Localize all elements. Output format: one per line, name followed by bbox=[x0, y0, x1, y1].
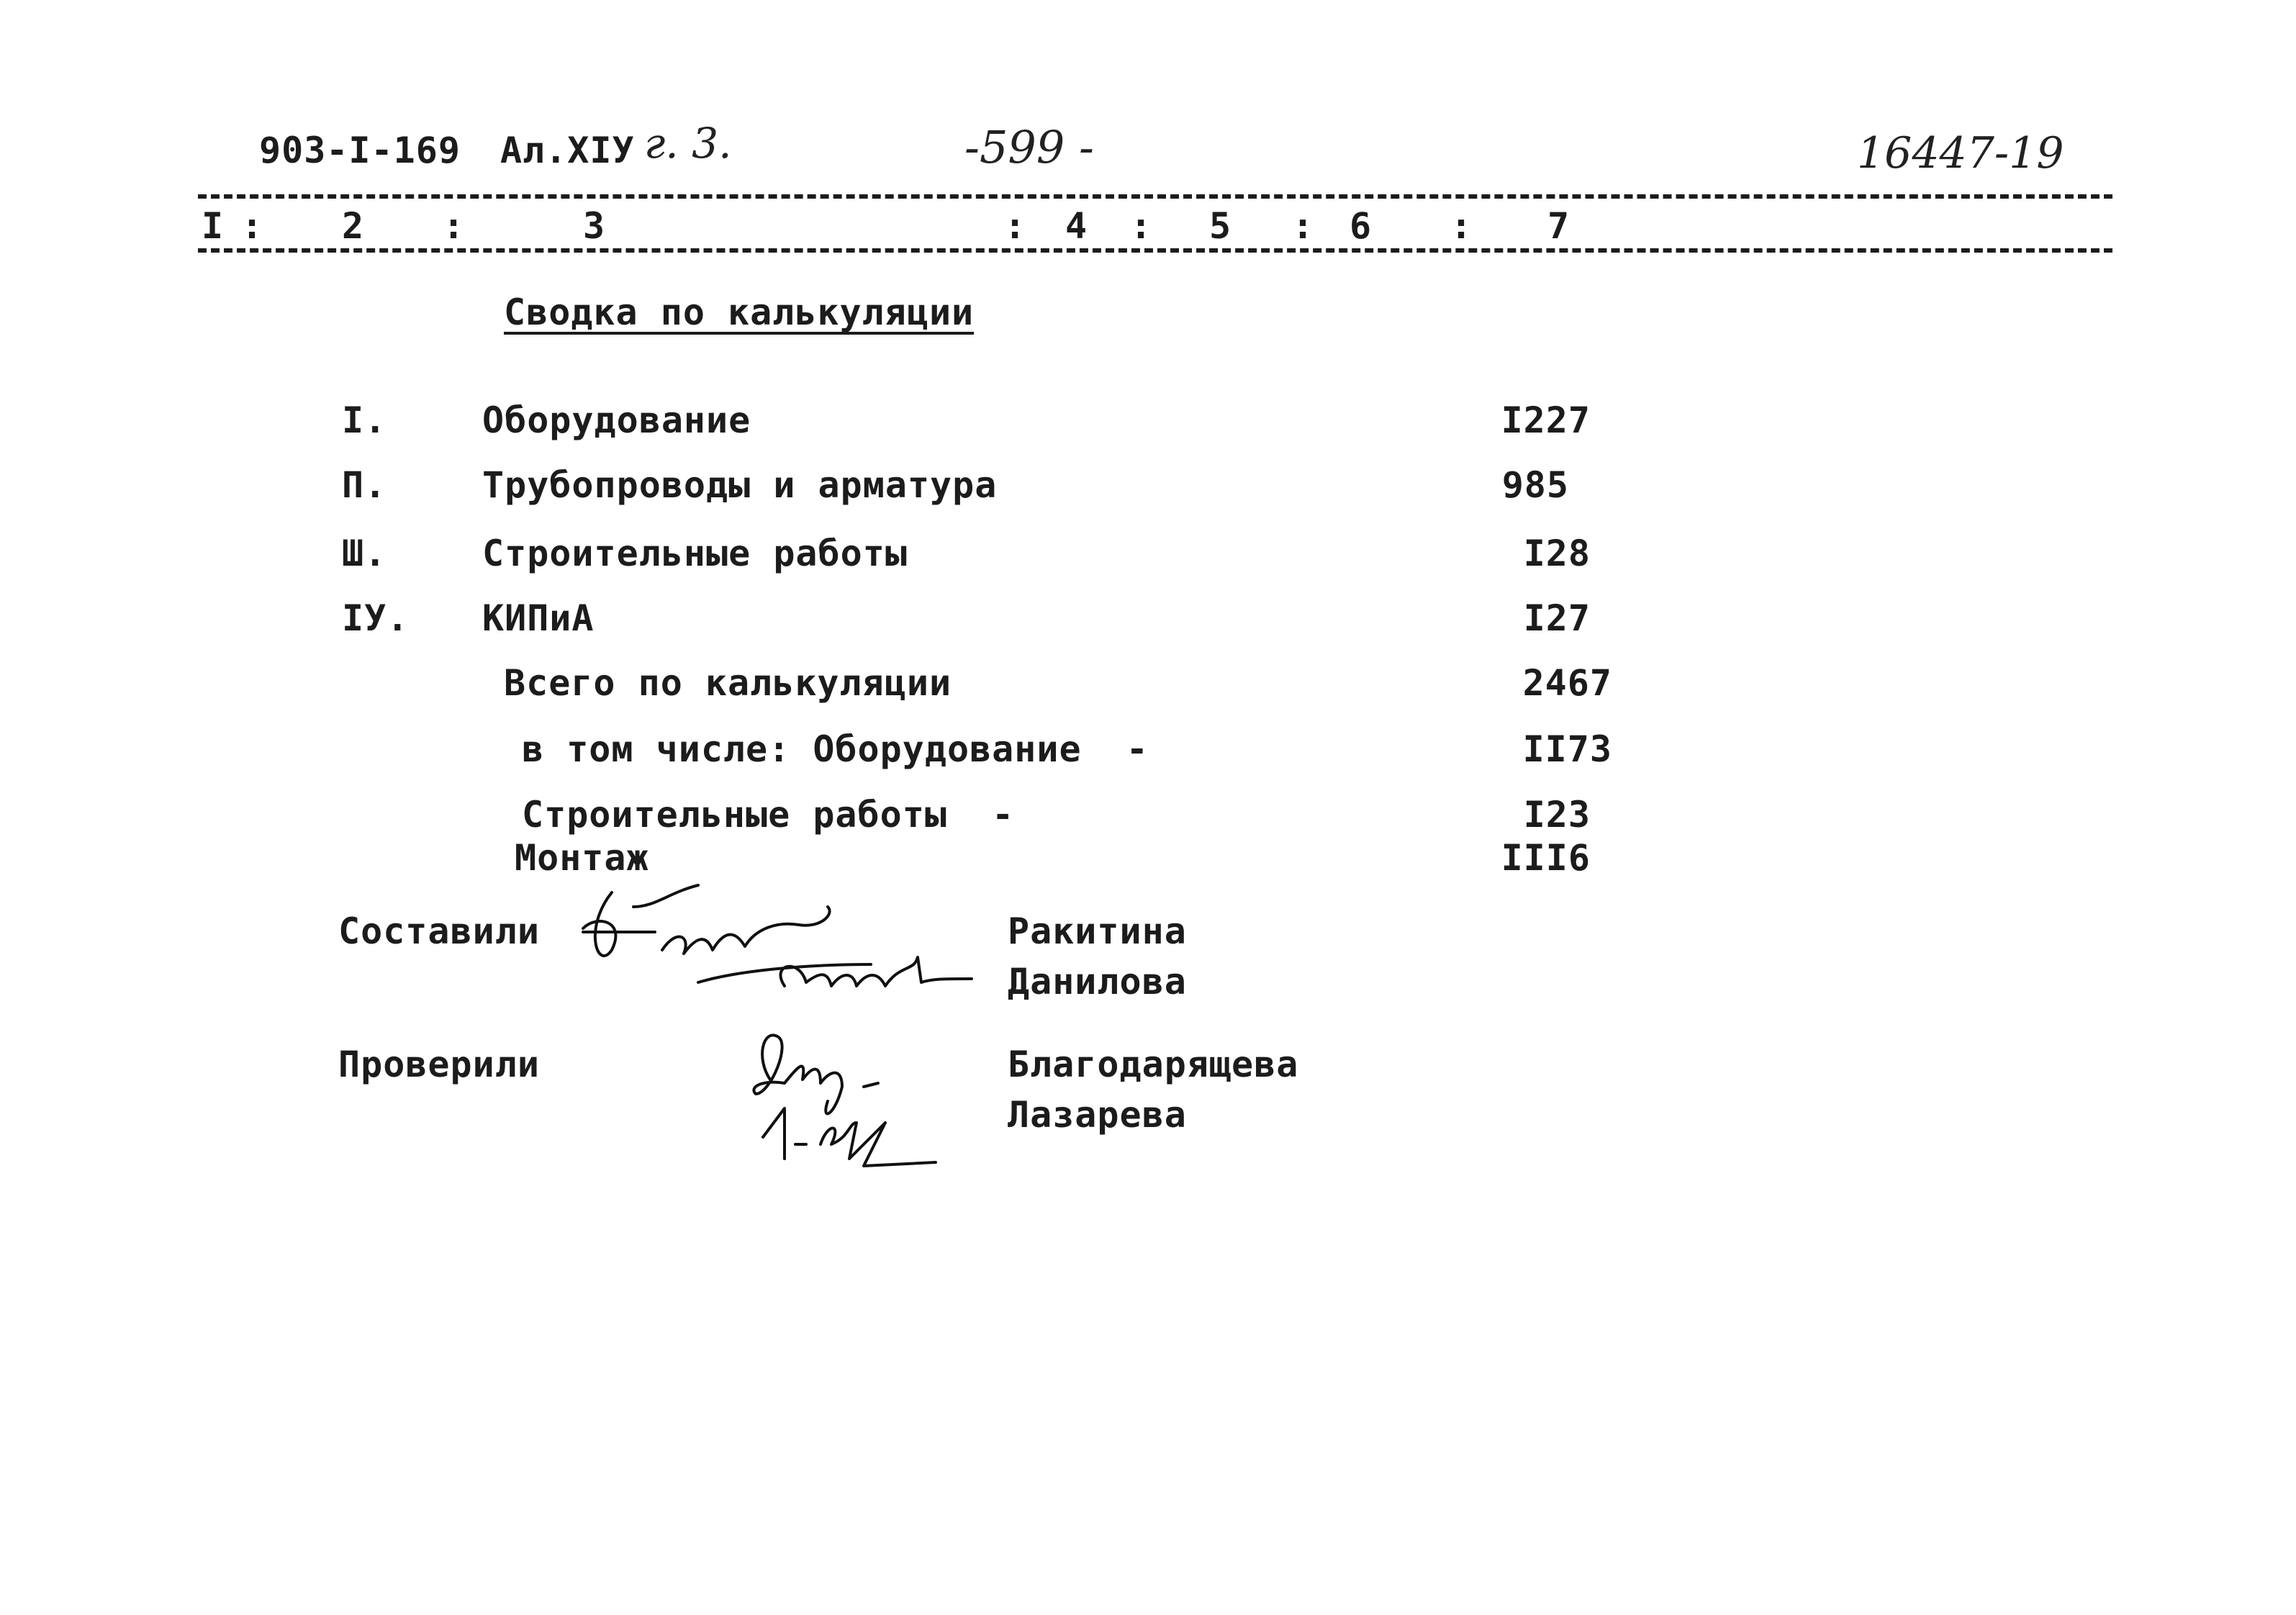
column-separator: : bbox=[443, 205, 465, 247]
compiler-name: Ракитина bbox=[1008, 910, 1187, 952]
item-value: I28 bbox=[1523, 533, 1591, 574]
breakdown-label: Монтаж bbox=[515, 837, 649, 879]
column-separator: : bbox=[1004, 205, 1026, 247]
compiler-name: Данилова bbox=[1008, 961, 1187, 1003]
summary-title: Сводка по калькуляции bbox=[504, 291, 975, 333]
breakdown-label: в том числе: Оборудование - bbox=[522, 728, 1149, 770]
item-value: 985 bbox=[1501, 464, 1569, 506]
column-number-2: 2 bbox=[342, 205, 364, 247]
column-separator: : bbox=[1292, 205, 1314, 247]
compiled-signature bbox=[569, 864, 986, 1022]
document-code: 903-I-169 bbox=[259, 130, 461, 171]
checker-name: Лазарева bbox=[1008, 1094, 1187, 1136]
breakdown-value: III6 bbox=[1501, 837, 1591, 879]
checker-name: Благодарящева bbox=[1008, 1044, 1299, 1085]
item-number: П. bbox=[342, 464, 387, 506]
column-number-7: 7 bbox=[1547, 205, 1570, 247]
column-number-4: 4 bbox=[1065, 205, 1088, 247]
checked-by-label: Проверили bbox=[338, 1044, 540, 1085]
item-number: Ш. bbox=[342, 533, 387, 574]
item-value: I27 bbox=[1523, 597, 1591, 639]
part-number-handwritten: г. 3. bbox=[644, 119, 732, 168]
item-number: IУ. bbox=[342, 597, 410, 639]
breakdown-value: I23 bbox=[1523, 794, 1591, 836]
total-value: 2467 bbox=[1522, 662, 1612, 704]
inventory-number: 16447-19 bbox=[1857, 128, 2064, 178]
item-label: КИПиА bbox=[482, 597, 595, 639]
breakdown-label: Строительные работы - bbox=[522, 794, 1015, 836]
column-number-3: 3 bbox=[583, 205, 605, 247]
item-number: I. bbox=[342, 399, 387, 441]
breakdown-value: II73 bbox=[1522, 728, 1612, 770]
item-value: I227 bbox=[1501, 399, 1591, 441]
item-label: Трубопроводы и арматура bbox=[482, 464, 998, 506]
column-separator: : bbox=[1450, 205, 1473, 247]
column-number-1: I bbox=[202, 205, 224, 247]
checker-signature bbox=[741, 1015, 957, 1180]
page-number: -599 - bbox=[964, 121, 1094, 173]
column-separator: : bbox=[241, 205, 263, 247]
header-dashed-rule-bottom bbox=[198, 248, 2112, 253]
column-number-5: 5 bbox=[1209, 205, 1231, 247]
column-number-6: 6 bbox=[1350, 205, 1372, 247]
compiled-by-label: Составили bbox=[338, 910, 540, 952]
item-label: Строительные работы bbox=[482, 533, 908, 574]
item-label: Оборудование bbox=[482, 399, 751, 441]
header-dashed-rule-top bbox=[198, 194, 2112, 199]
total-label: Всего по калькуляции bbox=[504, 662, 952, 704]
album-number: Ал.XIУ bbox=[500, 130, 635, 171]
column-separator: : bbox=[1130, 205, 1152, 247]
